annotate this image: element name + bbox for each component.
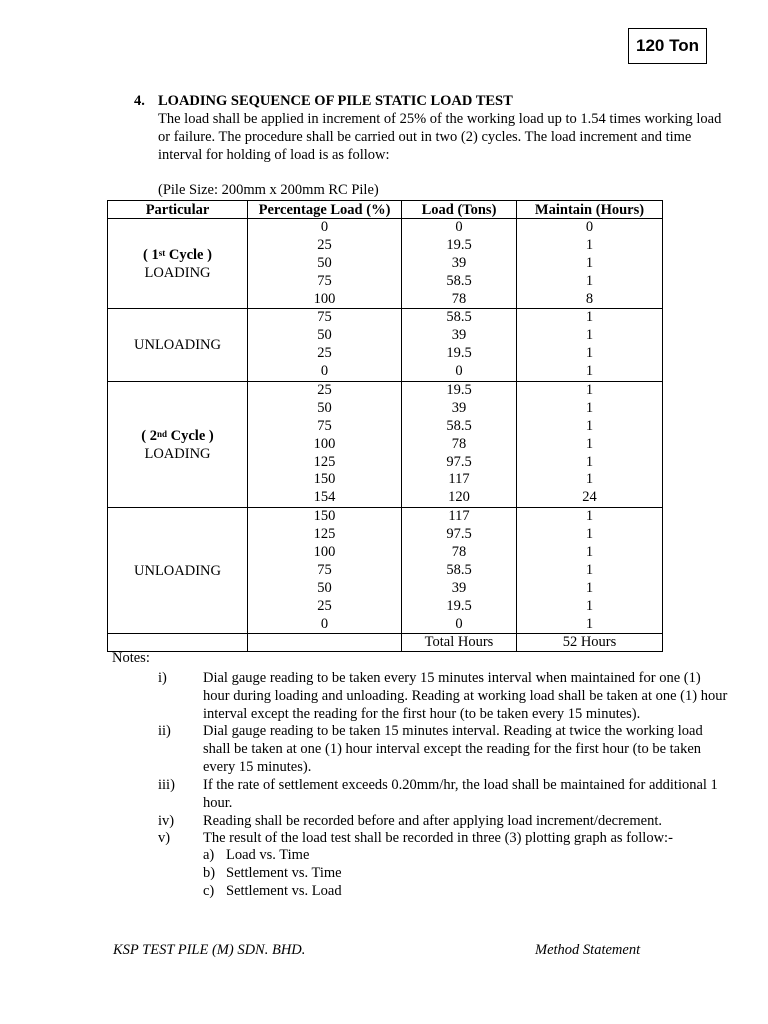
hours-value: 1	[585, 327, 594, 344]
note-text: If the rate of settlement exceeds 0.20mm/hr, the load shall be maintained for additional 1 hour.	[203, 777, 718, 811]
pct-value: 0	[320, 219, 329, 235]
particular-cell	[108, 508, 248, 634]
cycle-label	[108, 246, 247, 264]
section-heading	[134, 93, 513, 110]
cycle-close: Cycle )	[165, 246, 212, 263]
pct-value: 150	[313, 471, 336, 488]
hours-value: 1	[585, 508, 594, 525]
tons-value: 39	[451, 327, 467, 344]
hours-value: 1	[585, 272, 594, 289]
tons-value: 19.5	[446, 382, 472, 399]
graph-list-label: c)	[203, 883, 215, 899]
section-title: LOADING SEQUENCE OF PILE STATIC LOAD TEST	[158, 93, 513, 109]
pct-value: 50	[317, 254, 332, 271]
tons-value: 97.5	[446, 526, 472, 543]
cycle-label	[108, 427, 247, 445]
pct-value: 100	[313, 290, 336, 307]
pct-value: 25	[317, 597, 332, 614]
pct-value: 75	[317, 417, 332, 434]
table-row	[108, 309, 663, 382]
graph-list-item	[203, 865, 342, 882]
pct-value: 0	[320, 615, 329, 632]
footer-company: KSP TEST PILE (M) SDN. BHD.	[113, 942, 306, 958]
note-numeral: v)	[158, 830, 171, 846]
header-load-tons: Load (Tons)	[402, 201, 517, 219]
tons-value: 117	[448, 508, 470, 525]
hours-cell	[517, 382, 663, 508]
hours-cell	[517, 309, 663, 382]
hours-value: 1	[585, 526, 594, 543]
group-first-cycle-loading	[108, 219, 663, 309]
total-empty-cell	[248, 634, 402, 652]
tons-value: 78	[451, 544, 467, 561]
pct-value: 50	[317, 327, 332, 344]
tons-value: 39	[451, 399, 467, 416]
hours-value: 1	[585, 453, 594, 470]
tons-value: 0	[455, 363, 463, 380]
hours-cell	[517, 508, 663, 634]
pct-value: 154	[313, 489, 336, 506]
particular-cell	[108, 309, 248, 382]
tonnage-badge: 120 Ton	[628, 28, 707, 64]
cycle-open: ( 1	[143, 246, 159, 263]
hours-value: 1	[585, 254, 594, 271]
intro-paragraph: The load shall be applied in increment of 25% of the working load up to 1.54 times working load or failure. The procedure shall be carried out in two (2) cycles. The load increment and time interval for holding of load is as follow:	[158, 111, 722, 163]
note-numeral: iv)	[158, 813, 175, 829]
percentage-cell	[248, 309, 402, 382]
phase-label: LOADING	[144, 445, 211, 462]
table-row	[108, 508, 663, 634]
hours-value: 1	[585, 417, 594, 434]
note-text: Dial gauge reading to be taken 15 minutes interval. Reading at twice the working load shall be taken at one (1) hour interval except the reading for the first hour (to be taken every 15 minutes).	[203, 723, 703, 775]
hours-value: 0	[585, 219, 594, 235]
total-label: Total Hours	[402, 634, 517, 652]
pct-value: 0	[320, 363, 329, 380]
tons-value: 78	[451, 435, 467, 452]
pct-value: 75	[317, 309, 332, 326]
hours-value: 1	[585, 615, 594, 632]
cycle-open: ( 2	[141, 427, 157, 444]
note-numeral: i)	[158, 670, 167, 686]
tons-value: 58.5	[446, 309, 472, 326]
particular-cell	[108, 382, 248, 508]
pct-value: 25	[317, 382, 332, 399]
pct-value: 100	[313, 544, 336, 561]
note-numeral: ii)	[158, 723, 171, 739]
group-second-cycle-unloading	[108, 508, 663, 634]
cycle-ordinal-suffix: st	[158, 247, 166, 258]
tons-value: 120	[448, 489, 470, 506]
tons-value: 58.5	[446, 417, 472, 434]
header-percentage-load: Percentage Load (%)	[248, 201, 402, 219]
tons-cell	[402, 219, 517, 309]
graph-list-label: a)	[203, 847, 215, 863]
hours-value: 1	[585, 399, 594, 416]
graph-list-text: Load vs. Time	[226, 847, 310, 863]
total-row	[108, 634, 663, 652]
tons-value: 78	[451, 290, 467, 307]
tons-value: 0	[455, 219, 463, 235]
graph-list-text: Settlement vs. Time	[226, 865, 342, 881]
tons-value: 117	[448, 471, 470, 488]
hours-value: 1	[585, 309, 594, 326]
cycle-ordinal-suffix: nd	[157, 428, 168, 439]
hours-value: 1	[585, 382, 594, 399]
tons-value: 19.5	[446, 345, 472, 362]
percentage-cell	[248, 508, 402, 634]
hours-value: 1	[585, 363, 594, 380]
hours-value: 8	[585, 290, 594, 307]
note-text: The result of the load test shall be recorded in three (3) plotting graph as follow:-	[203, 830, 673, 846]
table-row	[108, 219, 663, 309]
pct-value: 25	[317, 236, 332, 253]
hours-value: 1	[585, 345, 594, 362]
tons-cell	[402, 382, 517, 508]
pct-value: 100	[313, 435, 336, 452]
tons-value: 39	[451, 579, 467, 596]
pile-size: (Pile Size: 200mm x 200mm RC Pile)	[158, 182, 379, 198]
tons-cell	[402, 508, 517, 634]
particular-cell	[108, 219, 248, 309]
note-text: Dial gauge reading to be taken every 15 minutes interval when maintained for one (1) hour during loading and unloading. Reading at working load shall be taken at one (1) hour interval except the reading for the first hour (to be taken every 15 minutes).	[203, 670, 728, 722]
tons-value: 19.5	[446, 597, 472, 614]
hours-value: 1	[585, 236, 594, 253]
notes-title: Notes:	[112, 650, 150, 666]
load-sequence-table	[107, 200, 663, 652]
phase-label: UNLOADING	[134, 337, 221, 354]
pct-value: 25	[317, 345, 332, 362]
tons-cell	[402, 309, 517, 382]
hours-value: 1	[585, 544, 594, 561]
graph-list-item	[203, 883, 342, 900]
graph-list-item	[203, 847, 309, 864]
hours-value: 1	[585, 579, 594, 596]
pct-value: 50	[317, 399, 332, 416]
hours-value: 1	[585, 597, 594, 614]
pct-value: 125	[313, 453, 336, 470]
hours-value: 1	[585, 435, 594, 452]
tons-value: 0	[455, 615, 463, 632]
tons-value: 58.5	[446, 561, 472, 578]
pct-value: 125	[313, 526, 336, 543]
pct-value: 75	[317, 272, 332, 289]
phase-label: LOADING	[144, 264, 211, 281]
note-numeral: iii)	[158, 777, 175, 793]
hours-cell	[517, 219, 663, 309]
note-text: Reading shall be recorded before and after applying load increment/decrement.	[203, 813, 662, 829]
tons-value: 58.5	[446, 272, 472, 289]
tons-value: 19.5	[446, 236, 472, 253]
total-value: 52 Hours	[517, 634, 663, 652]
hours-value: 1	[585, 561, 594, 578]
graph-list-text: Settlement vs. Load	[226, 883, 342, 899]
hours-value: 1	[585, 471, 594, 488]
header-particular: Particular	[108, 201, 248, 219]
footer-doc-type: Method Statement	[535, 942, 641, 958]
table-row	[108, 382, 663, 508]
percentage-cell	[248, 382, 402, 508]
tons-value: 97.5	[446, 453, 472, 470]
section-number: 4.	[134, 93, 145, 109]
hours-value: 24	[582, 489, 597, 506]
phase-label: UNLOADING	[134, 562, 221, 579]
cycle-close: Cycle )	[167, 427, 214, 444]
table-header-row	[108, 201, 663, 219]
header-maintain-hours: Maintain (Hours)	[517, 201, 663, 219]
graph-list-label: b)	[203, 865, 216, 881]
group-second-cycle-loading	[108, 382, 663, 508]
pct-value: 50	[317, 579, 332, 596]
tons-value: 39	[451, 254, 467, 271]
group-first-cycle-unloading	[108, 309, 663, 382]
percentage-cell	[248, 219, 402, 309]
pct-value: 150	[313, 508, 336, 525]
pct-value: 75	[317, 561, 332, 578]
